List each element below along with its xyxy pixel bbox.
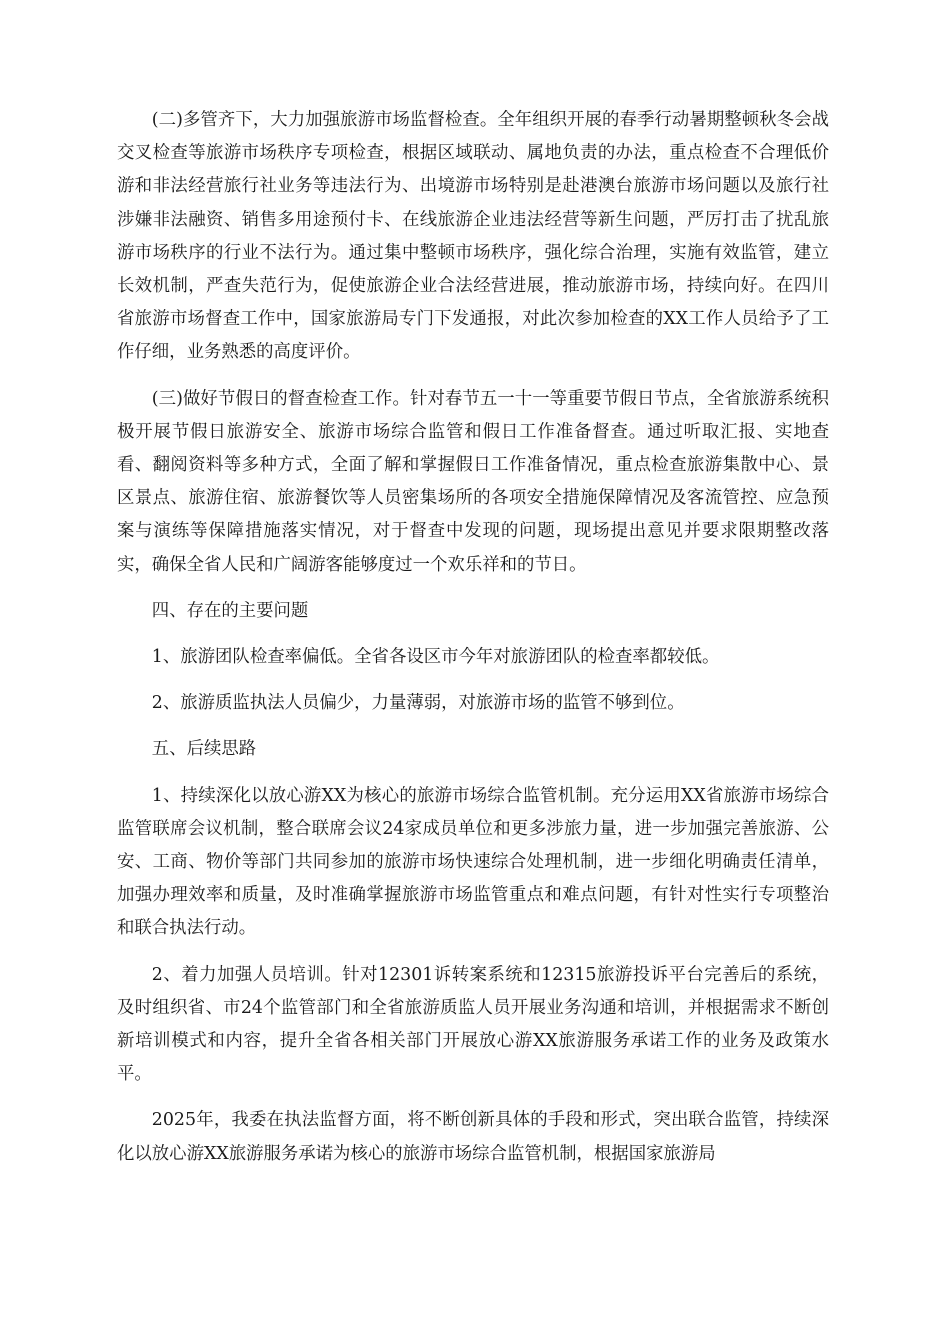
paragraph-holiday-inspection: (三)做好节假日的督查检查工作。针对春节五一十一等重要节假日节点，全省旅游系统积极开展节假日旅游安全、旅游市场综合监管和假日工作准备督查。通过听取汇报、实地查看、翻阅资料等多种方式，全面了解和掌握假日工作准备情况，重点检查旅游集散中心、景区景点、旅游住宿、旅游餐饮等人员密集场所的各项安全措施保障情况及客流管控、应急预案与演练等保障措施落实情况，对于督查中发现的问题，现场提出意见并要求限期整改落实，确保全省人民和广阔游客能够度过一个欢乐祥和的节日。 [117, 388, 829, 575]
paragraph-next-step-2: 2、着力加强人员培训。针对12301诉转案系统和12315旅游投诉平台完善后的系统，及时组织省、市24个监管部门和全省旅游质监人员开展业务沟通和培训，并根据需求不断创新培训模式和内容，提升全省各相关部门开展放心游XX旅游服务承诺工作的业务及政策水平。 [117, 964, 829, 1085]
paragraph-next-step-1: 1、持续深化以放心游XX为核心的旅游市场综合监管机制。充分运用XX省旅游市场综合监管联席会议机制，整合联席会议24家成员单位和更多涉旅力量，进一步加强完善旅游、公安、工商、物价等部门共同参加的旅游市场快速综合处理机制，进一步细化明确责任清单，加强办理效率和质量，及时准确掌握旅游市场监管重点和难点问题，有针对性实行专项整治和联合执法行动。 [117, 785, 829, 939]
section-heading-next-steps: 五、后续思路 [151, 739, 257, 760]
paragraph-market-inspection: (二)多管齐下，大力加强旅游市场监督检查。全年组织开展的春季行动暑期整顿秋冬会战交叉检查等旅游市场秩序专项检查，根据区域联动、属地负责的办法，重点检查不合理低价游和非法经营旅行社业务等违法行为、出境游市场特别是赴港澳台旅游市场问题以及旅行社涉嫌非法融资、销售多用途预付卡、在线旅游企业违法经营等新生问题，严厉打击了扰乱旅游市场秩序的行业不法行为。通过集中整顿市场秩序，强化综合治理，实施有效监管，建立长效机制，严查失范行为，促使旅游企业合法经营进展，推动旅游市场，持续向好。在四川省旅游市场督查工作中，国家旅游局专门下发通报，对此次参加检查的XX工作人员给予了工作仔细，业务熟悉的高度评价。 [117, 110, 829, 363]
document-body [117, 104, 829, 1184]
paragraph-problem-2: 2、旅游质监执法人员偏少，力量薄弱，对旅游市场的监管不够到位。 [151, 693, 685, 714]
section-heading-problems: 四、存在的主要问题 [151, 600, 309, 621]
paragraph-2025-plan: 2025年，我委在执法监督方面，将不断创新具体的手段和形式，突出联合监管，持续深化以放心游XX旅游服务承诺为核心的旅游市场综合监管机制，根据国家旅游局 [117, 1110, 829, 1164]
paragraph-problem-1: 1、旅游团队检查率偏低。全省各设区市今年对旅游团队的检查率都较低。 [151, 647, 720, 668]
